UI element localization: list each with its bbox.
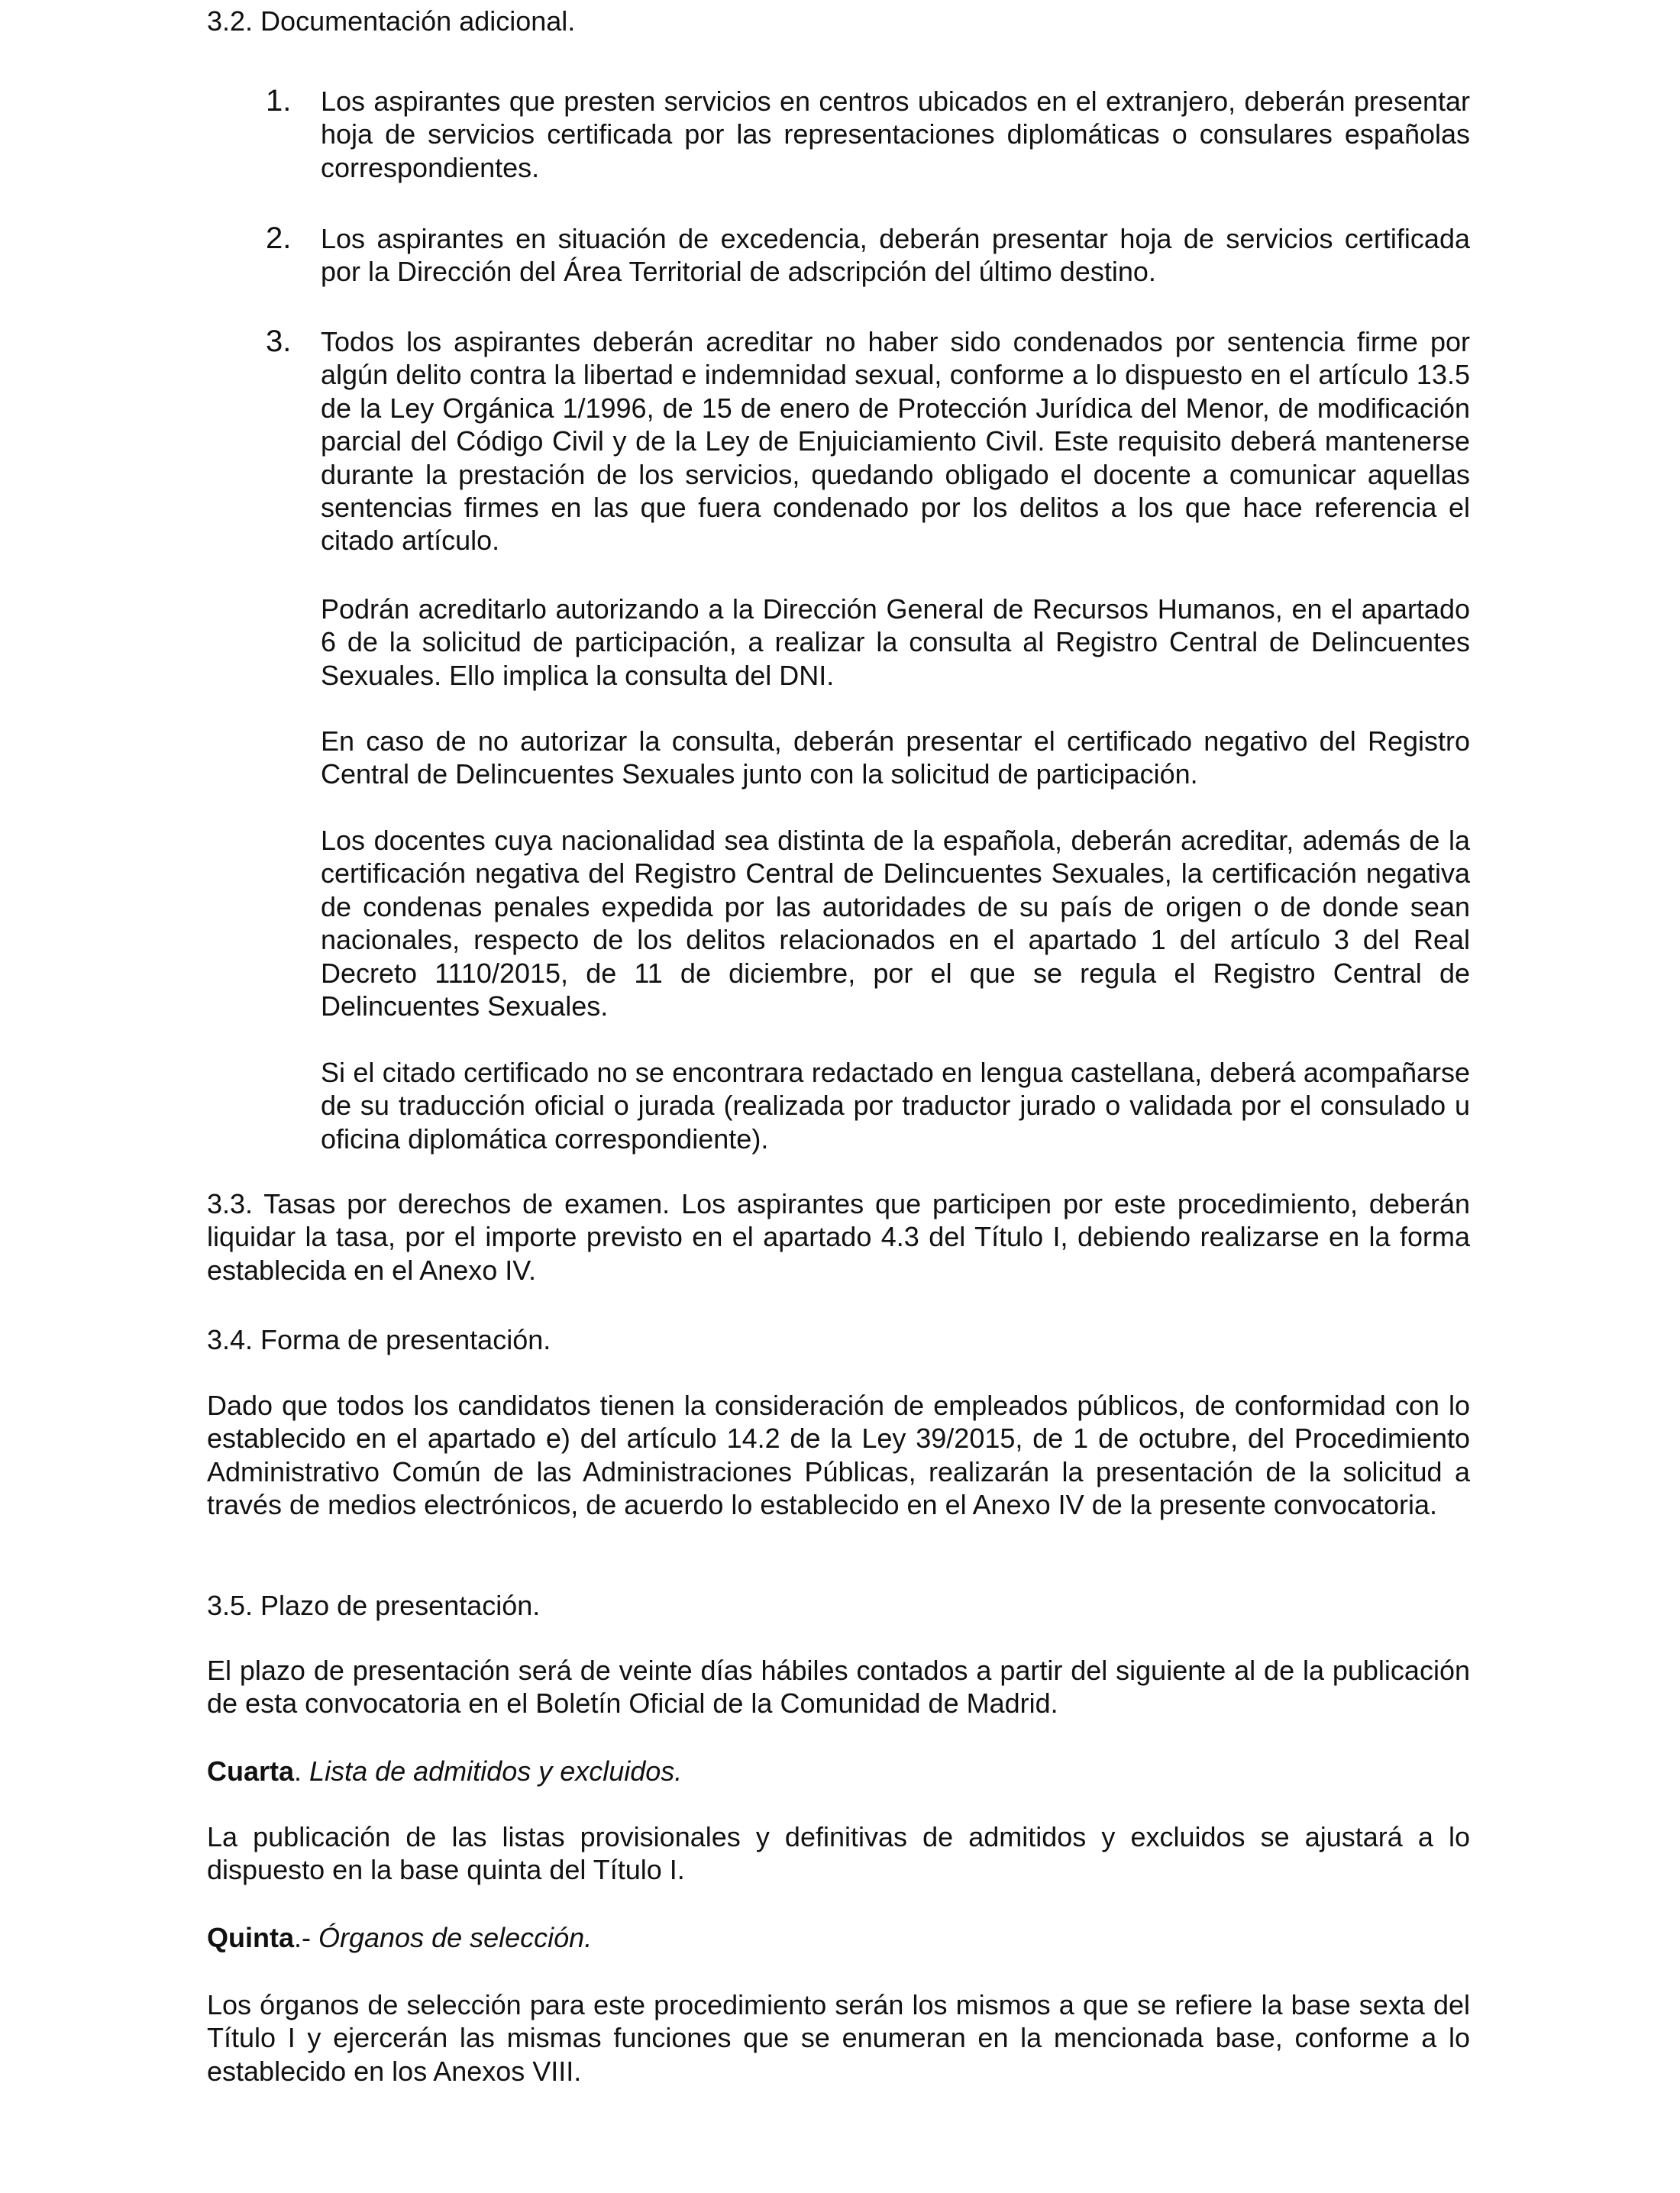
paragraph: Si el citado certificado no se encontrara redactado en lengua castellana, deberá acompañarse de su traducción oficial o jurada (realizada por traductor jurado o validada por el consulado u oficina diplomática correspondiente). (321, 1057, 1470, 1155)
heading-sep: . (294, 1755, 310, 1787)
heading-title: Órganos de selección. (318, 1922, 593, 1953)
paragraph: Dado que todos los candidatos tienen la consideración de empleados públicos, de conformidad con lo establecido en el apartado e) del artículo 14.2 de la Ley 39/2015, de 1 de octubre, del Procedimiento Administrativo Común de las Administraciones Públicas, realizarán la presentación de la solicitud a través de medios electrónicos, de acuerdo lo establecido en el Anexo IV de la presente convocatoria. (207, 1390, 1470, 1521)
quinta-heading (207, 1921, 1470, 1954)
paragraph: El plazo de presentación será de veinte días hábiles contados a partir del siguiente al de la publicación de esta convocatoria en el Boletín Oficial de la Comunidad de Madrid. (207, 1655, 1470, 1720)
list-item-text: Los aspirantes que presten servicios en centros ubicados en el extranjero, deberán presentar hoja de servicios certificada por las representaciones diplomáticas o consulares españolas correspondientes. (321, 86, 1470, 183)
list-item-1 (266, 84, 1470, 184)
paragraph: En caso de no autorizar la consulta, deberán presentar el certificado negativo del Registro Central de Delincuentes Sexuales junto con la solicitud de participación. (321, 725, 1470, 790)
heading-label: Cuarta (207, 1755, 295, 1787)
list-item-2 (266, 221, 1470, 289)
paragraph: Los órganos de selección para este procedimiento serán los mismos a que se refiere la base sexta del Título I y ejercerán las mismas funciones que se enumeran en la mencionada base, conforme a lo establecido en los Anexos VIII. (207, 1989, 1470, 2087)
paragraph: Los docentes cuya nacionalidad sea distinta de la española, deberán acreditar, además de la certificación negativa del Registro Central de Delincuentes Sexuales, la certificación negativa de condenas penales expedida por las autoridades de su país de origen o de donde sean nacionales, respecto de los delitos relacionados en el apartado 1 del artículo 3 del Real Decreto 1110/2015, de 11 de diciembre, por el que se regula el Registro Central de Delincuentes Sexuales. (321, 825, 1470, 1022)
list-number: 2. (266, 221, 292, 255)
section-3-5-heading: 3.5. Plazo de presentación. (207, 1590, 541, 1621)
section-3-4-heading: 3.4. Forma de presentación. (207, 1324, 551, 1355)
heading-label: Quinta (207, 1922, 294, 1953)
cuarta-heading (207, 1755, 1470, 1788)
list-item-text: Los aspirantes en situación de excedencia, deberán presentar hoja de servicios certificada por la Dirección del Área Territorial de adscripción del último destino. (321, 223, 1470, 288)
paragraph: La publicación de las listas provisionales y definitivas de admitidos y excluidos se ajustará a lo dispuesto en la base quinta del Título I. (207, 1821, 1470, 1886)
list-item-text: Todos los aspirantes deberán acreditar no haber sido condenados por sentencia firme por algún delito contra la libertad e indemnidad sexual, conforme a lo dispuesto en el artículo 13.5 de la Ley Orgánica 1/1996, de 15 de enero de Protección Jurídica del Menor, de modificación parcial del Código Civil y de la Ley de Enjuiciamiento Civil. Este requisito deberá mantenerse durante la prestación de los servicios, quedando obligado el docente a comunicar aquellas sentencias firmes en las que fuera condenado por los delitos a los que hace referencia el citado artículo. (321, 326, 1470, 557)
list-number: 1. (266, 84, 292, 118)
paragraph: Podrán acreditarlo autorizando a la Dirección General de Recursos Humanos, en el apartado 6 de la solicitud de participación, a realizar la consulta al Registro Central de Delincuentes Sexuales. Ello implica la consulta del DNI. (321, 593, 1470, 691)
list-number: 3. (266, 325, 292, 358)
section-3-3: 3.3. Tasas por derechos de examen. Los aspirantes que participen por este procedimiento, deberán liquidar la tasa, por el importe previsto en el apartado 4.3 del Título I, debiendo realizarse en la forma establecida en el Anexo IV. (207, 1188, 1470, 1286)
section-3-2-heading: 3.2. Documentación adicional. (207, 5, 576, 37)
list-item-3 (266, 325, 1470, 557)
heading-title: Lista de admitidos y excluidos. (309, 1755, 683, 1787)
heading-sep: .- (294, 1922, 318, 1953)
